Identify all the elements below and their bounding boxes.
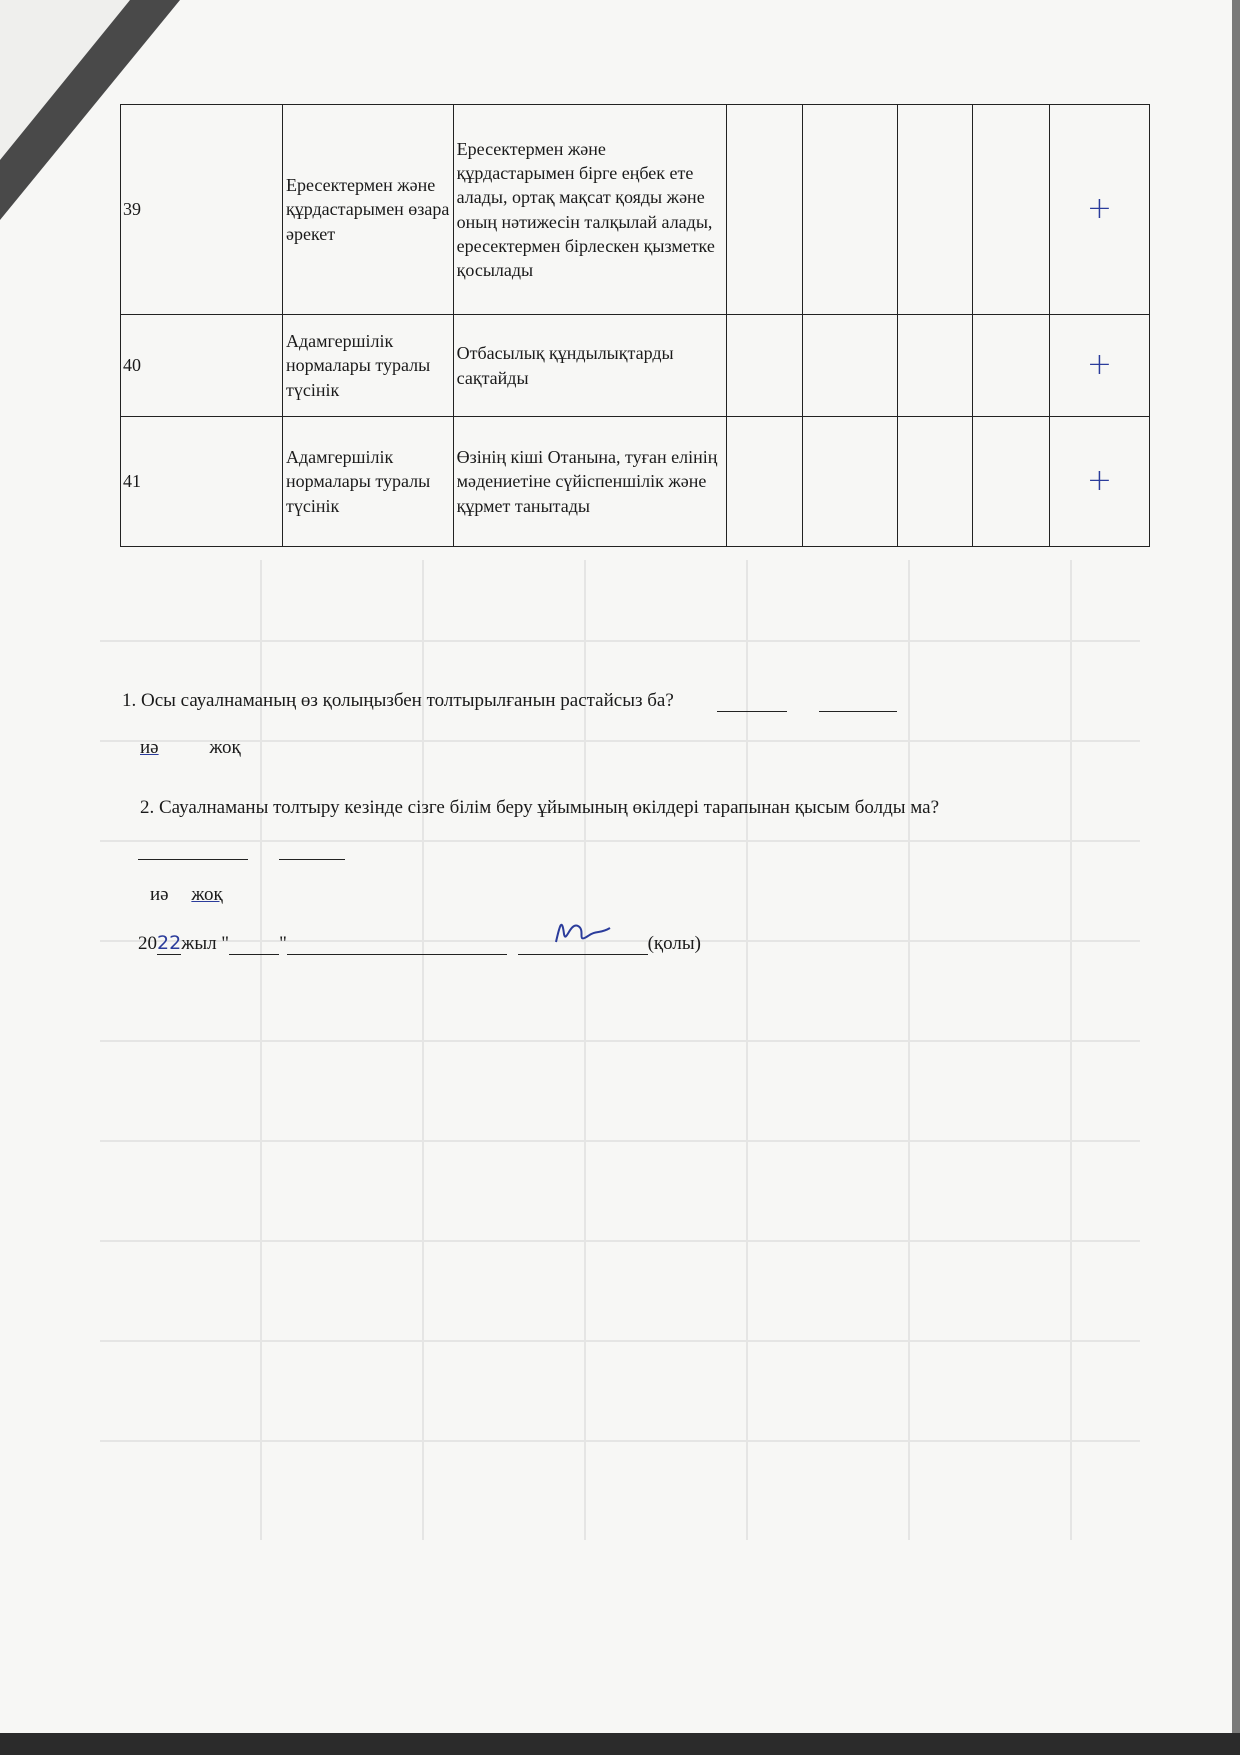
plus-mark-icon: + (1086, 347, 1113, 383)
question-1-options (140, 737, 241, 759)
rating-cell[interactable] (897, 315, 972, 417)
option-no[interactable]: жоқ (209, 737, 241, 758)
question-1-text: 1. Осы сауалнаманың өз қолыңызбен толтырылғанын растайсыз ба? (122, 690, 674, 711)
row-description: Ересектермен және құрдастарымен бірге еңбек ете алады, ортақ мақсат қояды және оның нәтижесін талқылай алады, ересектермен бірлескен қызметке қосылады (453, 105, 726, 315)
rating-cell-marked[interactable] (1049, 105, 1149, 315)
rating-cell[interactable] (803, 105, 897, 315)
row-number: 39 (121, 105, 283, 315)
day-blank[interactable] (229, 936, 279, 955)
question-2-text: 2. Сауалнаманы толтыру кезінде сізге білім беру ұйымының өкілдері тарапынан қысым болды ма? (140, 797, 940, 818)
question-2 (140, 797, 939, 819)
option-yes[interactable]: иә (140, 737, 159, 758)
year-suffix: жыл " (181, 933, 230, 954)
date-signature-line (138, 932, 701, 955)
row-number: 41 (121, 417, 283, 547)
question-1 (122, 690, 897, 712)
rating-cell[interactable] (803, 315, 897, 417)
signature-label: (қолы) (647, 933, 701, 954)
table-row (121, 105, 1150, 315)
question-2-blanks (138, 838, 345, 860)
rating-cell-marked[interactable] (1049, 315, 1149, 417)
page-edge-right (1232, 0, 1240, 1755)
questionnaire-table (120, 104, 1150, 547)
year-prefix: 20 (138, 933, 157, 954)
rating-cell[interactable] (972, 105, 1049, 315)
table-row (121, 417, 1150, 547)
rating-cell[interactable] (972, 417, 1049, 547)
table-row (121, 315, 1150, 417)
rating-cell[interactable] (726, 417, 803, 547)
rating-cell[interactable] (726, 315, 803, 417)
row-number: 40 (121, 315, 283, 417)
signature-scribble-icon (548, 914, 618, 950)
option-yes[interactable]: иә (150, 884, 169, 905)
plus-mark-icon: + (1086, 191, 1113, 227)
month-blank[interactable] (287, 936, 507, 955)
answer-blank-yes[interactable] (138, 841, 248, 860)
rating-cell[interactable] (803, 417, 897, 547)
row-description: Отбасылық құндылықтарды сақтайды (453, 315, 726, 417)
answer-blank-yes[interactable] (717, 693, 787, 712)
page-edge-bottom (0, 1733, 1240, 1755)
answer-blank-no[interactable] (279, 841, 345, 860)
signature-blank[interactable] (518, 936, 648, 955)
rating-cell[interactable] (972, 315, 1049, 417)
rating-cell[interactable] (897, 105, 972, 315)
option-no[interactable]: жоқ (191, 884, 223, 905)
rating-cell-marked[interactable] (1049, 417, 1149, 547)
folded-corner (0, 0, 130, 160)
row-area: Ересектермен және құрдастарымен өзара әрекет (282, 105, 453, 315)
question-2-options (150, 884, 223, 906)
plus-mark-icon: + (1086, 463, 1113, 499)
rating-cell[interactable] (726, 105, 803, 315)
row-area: Адамгершілік нормалары туралы түсінік (282, 417, 453, 547)
answer-blank-no[interactable] (819, 693, 897, 712)
row-description: Өзінің кіші Отанына, туған елінің мәдениетіне сүйіспеншілік және құрмет танытады (453, 417, 726, 547)
rating-cell[interactable] (897, 417, 972, 547)
year-handwritten[interactable]: 22 (157, 932, 182, 954)
row-area: Адамгершілік нормалары туралы түсінік (282, 315, 453, 417)
quote-close: " (279, 933, 287, 954)
